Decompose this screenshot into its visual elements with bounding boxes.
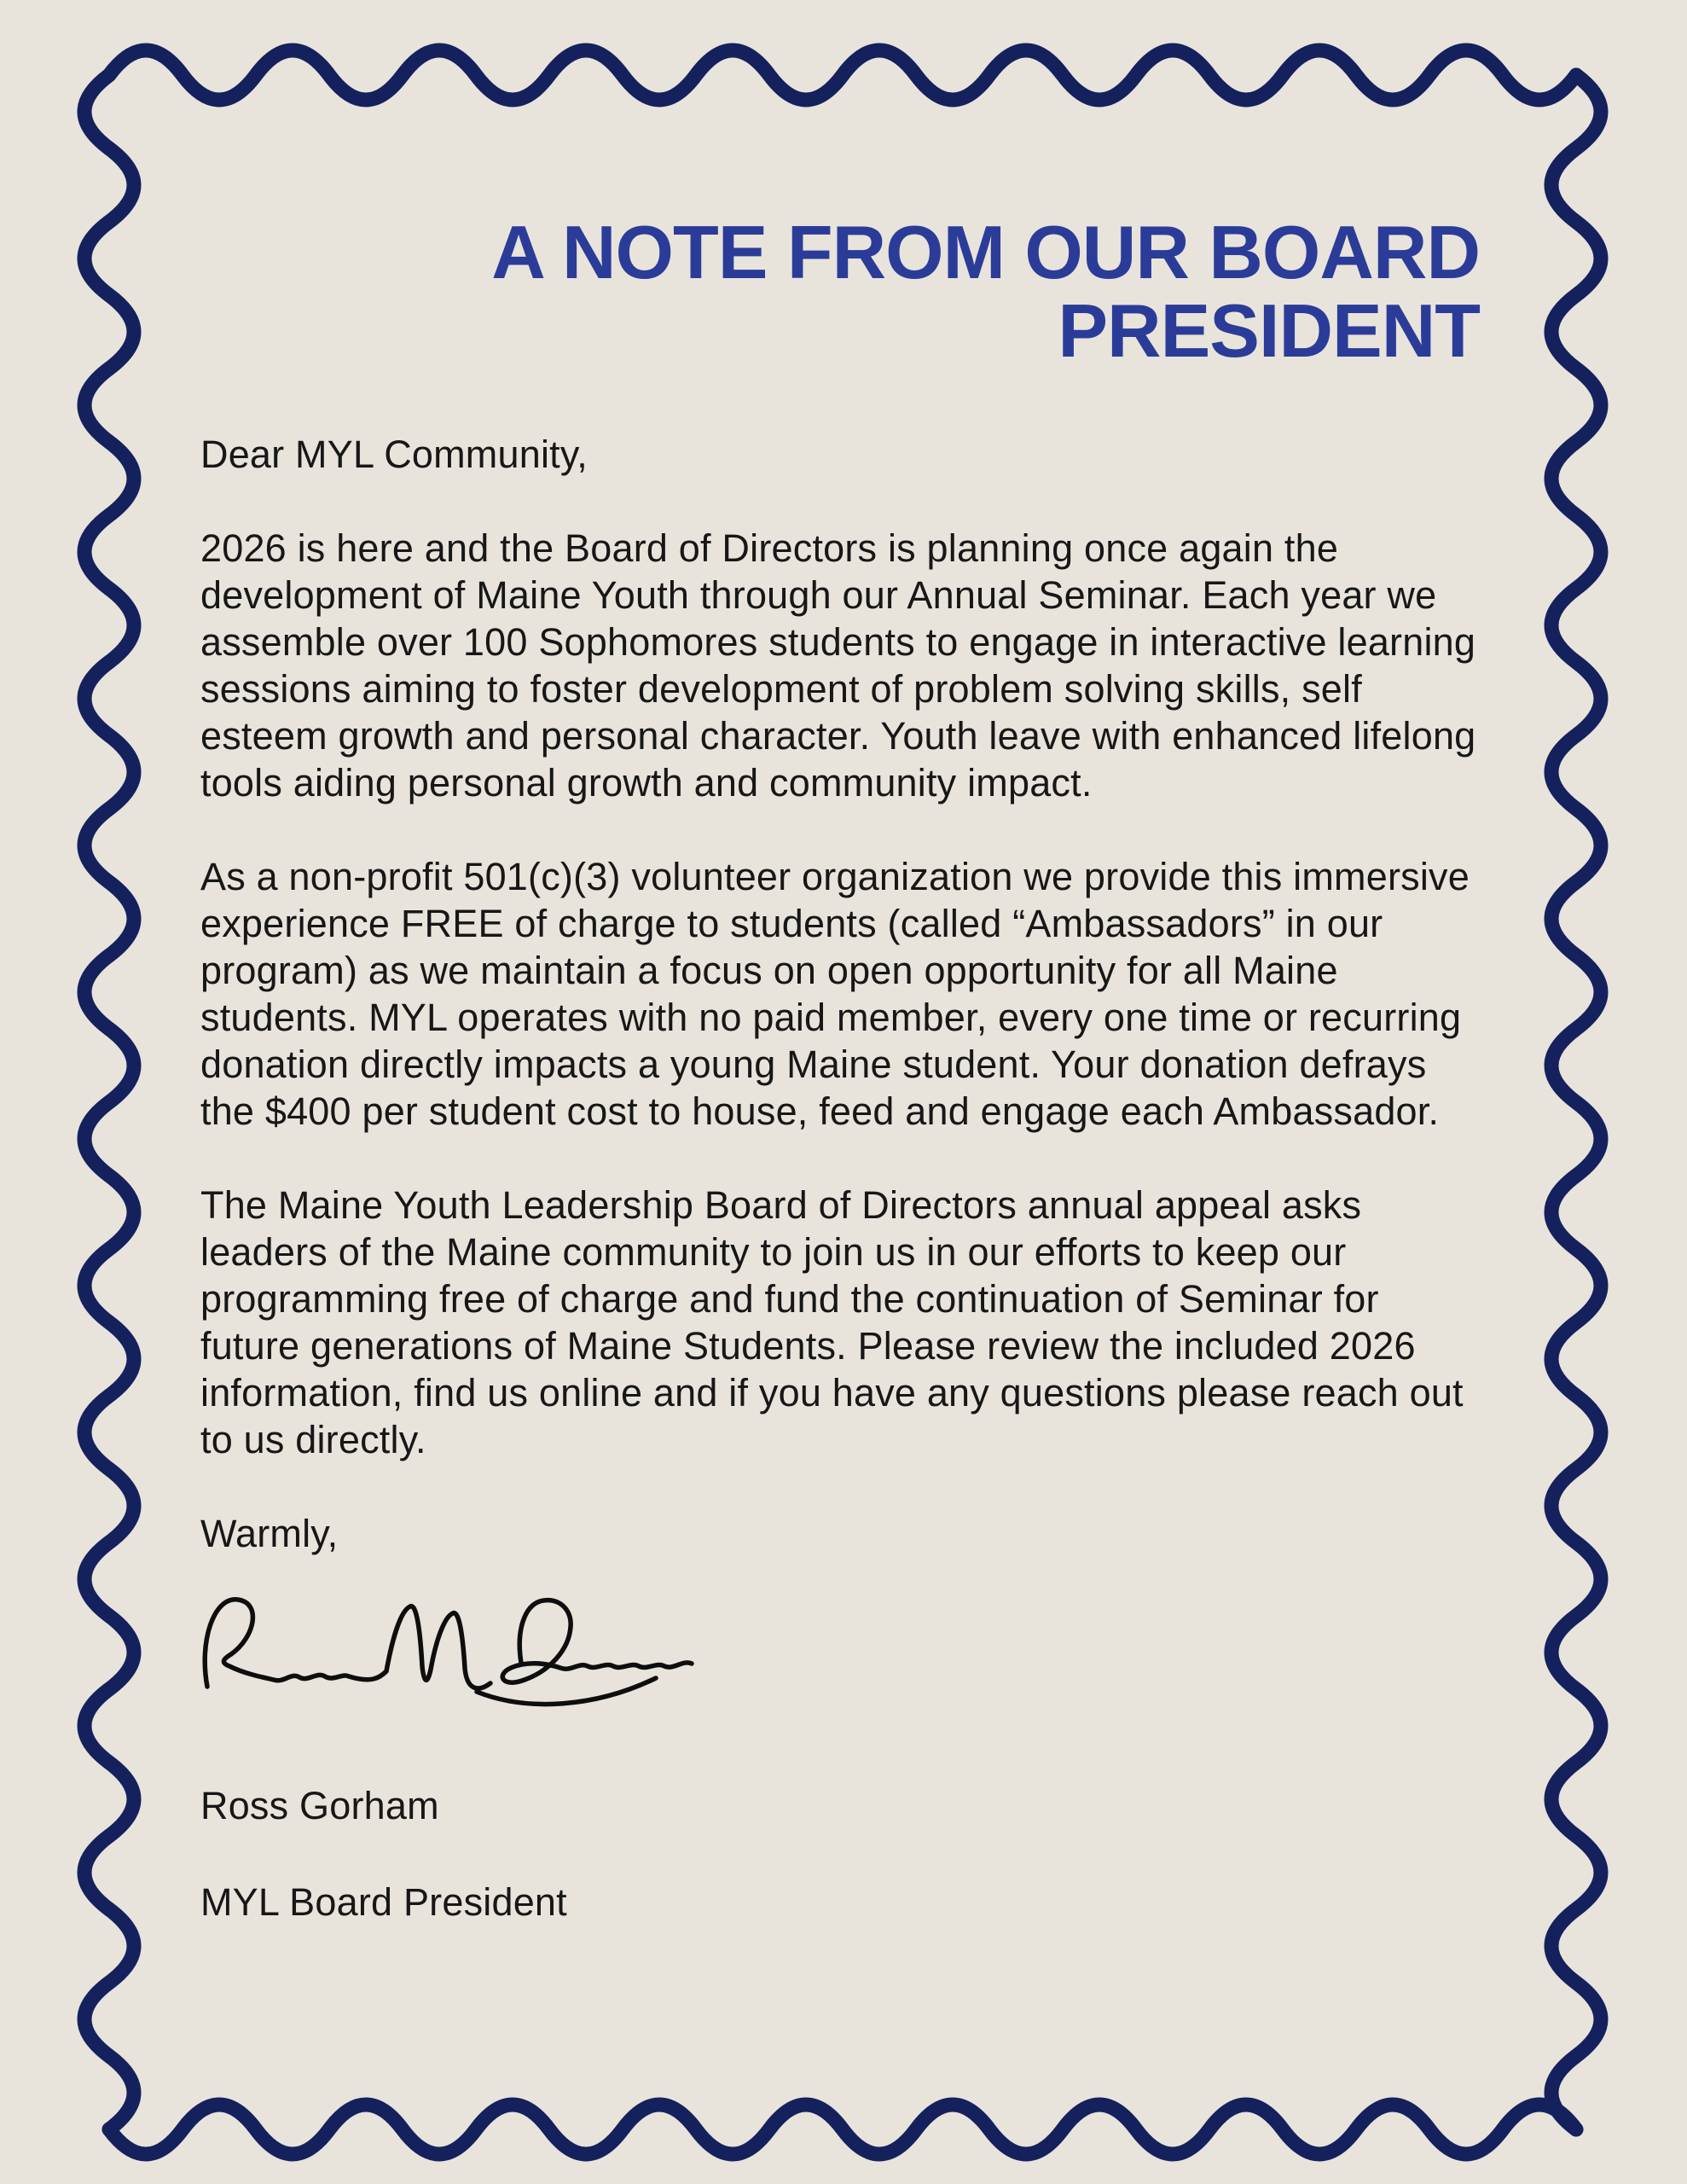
signature-stroke-gorham — [502, 1600, 692, 1682]
page-title-line-2: PRESIDENT — [1058, 288, 1480, 374]
page-title-line-1: A NOTE FROM OUR BOARD — [491, 210, 1480, 294]
letter-paragraph-2: As a non-profit 501(c)(3) volunteer organization we provide this immersive experience FREE of charge to students (called “Ambassadors” in our program) as we maintain a focus on open opportunity for all Maine students. MYL operates with no paid member, every one time or recurring donation directly impacts a young Maine student. Your donation defrays the $400 per student cost to house, feed and engage each Ambassador. — [200, 854, 1470, 1133]
wavy-border-right — [1551, 75, 1601, 2129]
wavy-border-left — [84, 75, 134, 2129]
sender-name: Ross Gorham — [200, 1783, 439, 1827]
greeting: Dear MYL Community, — [200, 432, 588, 476]
closing: Warmly, — [200, 1511, 339, 1555]
wavy-border-bottom — [109, 2105, 1576, 2154]
signature-image — [195, 1577, 707, 1740]
sender-title: MYL Board President — [200, 1879, 567, 1924]
letter-content — [200, 0, 1480, 1926]
page-title — [200, 210, 1480, 374]
letter-paragraph-1: 2026 is here and the Board of Directors is planning once again the development of Maine Youth through our Annual Seminar. Each year we assemble over 100 Sophomores students to engage in interactive learning sessions aiming to foster development of problem solving skills, self esteem growth and personal character. Youth leave with enhanced lifelong tools aiding personal growth and community impact. — [200, 526, 1476, 804]
signature-stroke-ross-m — [205, 1600, 490, 1688]
letter-paragraph-3: The Maine Youth Leadership Board of Directors annual appeal asks leaders of the Maine community to join us in our efforts to keep our programming free of charge and fund the continuation of Seminar for future generations of Maine Students. Please review the included 2026 information, find us online and if you have any questions please reach out to us directly. — [200, 1182, 1464, 1461]
